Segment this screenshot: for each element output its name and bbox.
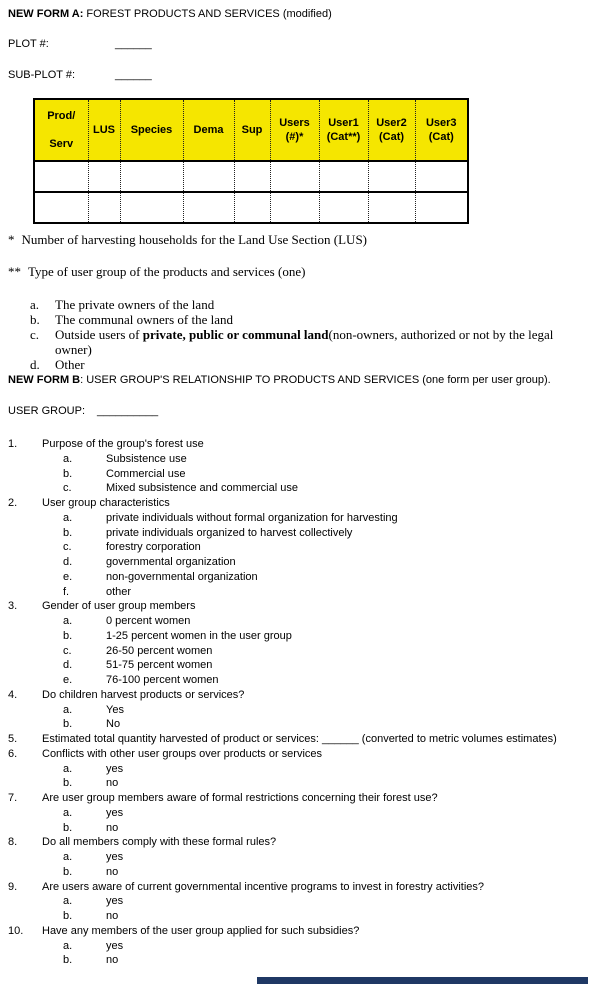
question-option bbox=[8, 511, 588, 526]
option-letter: e. bbox=[63, 570, 73, 583]
option-text: Mixed subsistence and commercial use bbox=[106, 482, 298, 495]
option-text: 26-50 percent women bbox=[106, 644, 213, 657]
form-b-title bbox=[8, 374, 588, 387]
question-text: Purpose of the group's forest use bbox=[42, 438, 204, 450]
question-option bbox=[8, 894, 588, 909]
list-item bbox=[8, 297, 574, 312]
question-text: Conflicts with other user groups over products or services bbox=[42, 747, 323, 760]
item-letter: c. bbox=[30, 327, 40, 342]
option-letter: b. bbox=[63, 467, 73, 480]
question-text: Do children harvest products or services? bbox=[42, 688, 245, 701]
option-letter: b. bbox=[63, 865, 73, 878]
question-option bbox=[8, 673, 588, 688]
option-letter: f. bbox=[63, 585, 70, 598]
question-number: 4. bbox=[8, 688, 18, 701]
user-group-row bbox=[8, 405, 588, 418]
table-cell bbox=[88, 161, 120, 192]
item-text bbox=[55, 327, 574, 357]
question-option bbox=[8, 703, 588, 718]
question bbox=[8, 924, 588, 939]
question-option bbox=[8, 821, 588, 836]
option-text: 0 percent women bbox=[106, 615, 191, 627]
question-number: 3. bbox=[8, 600, 18, 613]
option-letter: b. bbox=[63, 821, 73, 834]
option-text: no bbox=[106, 954, 119, 967]
header-species: Species bbox=[120, 99, 183, 161]
header-user3-cat: User3 (Cat) bbox=[415, 99, 468, 161]
table-cell bbox=[120, 161, 183, 192]
footnote-marker: ** bbox=[8, 264, 21, 279]
table-cell bbox=[34, 192, 88, 223]
question-option bbox=[8, 939, 588, 954]
question bbox=[8, 732, 588, 747]
table-cell bbox=[415, 192, 468, 223]
list-item bbox=[8, 327, 574, 357]
question-option bbox=[8, 717, 588, 732]
footnote-text: Type of user group of the products and services (one) bbox=[28, 264, 306, 279]
table-cell bbox=[319, 192, 368, 223]
item-letter: d. bbox=[30, 357, 40, 372]
question-option bbox=[8, 644, 588, 659]
footnote-marker: * bbox=[8, 232, 15, 247]
question-option bbox=[8, 526, 588, 541]
table-cell bbox=[183, 161, 234, 192]
question-option bbox=[8, 585, 588, 600]
option-text: yes bbox=[106, 895, 124, 908]
table-cell bbox=[270, 161, 319, 192]
bottom-accent-bar bbox=[257, 977, 588, 984]
plot-row bbox=[8, 38, 588, 51]
option-letter: a. bbox=[63, 762, 73, 775]
question-text: Have any members of the user group applied for such subsidies? bbox=[42, 924, 360, 937]
option-text: yes bbox=[106, 806, 124, 819]
option-text: Commercial use bbox=[106, 467, 186, 480]
option-text: governmental organization bbox=[106, 556, 236, 568]
item-text: Other bbox=[55, 357, 85, 372]
option-letter: a. bbox=[63, 452, 73, 465]
option-text: private individuals organized to harvest collectively bbox=[106, 526, 353, 539]
item-letter: b. bbox=[30, 312, 40, 327]
item-text-pre: Outside users of bbox=[55, 327, 143, 342]
form-a-title-rest: FOREST PRODUCTS AND SERVICES (modified) bbox=[83, 8, 332, 20]
question-option bbox=[8, 614, 588, 629]
question-option bbox=[8, 776, 588, 791]
form-a-title bbox=[8, 8, 588, 21]
question-option bbox=[8, 570, 588, 585]
option-letter: b. bbox=[63, 910, 73, 922]
question-number: 8. bbox=[8, 836, 18, 849]
option-text: no bbox=[106, 865, 119, 878]
option-text: Subsistence use bbox=[106, 452, 187, 465]
user-group-label: USER GROUP: bbox=[8, 405, 86, 417]
table-cell bbox=[270, 192, 319, 223]
table-cell bbox=[415, 161, 468, 192]
subplot-label: SUB-PLOT #: bbox=[8, 69, 76, 81]
question-option bbox=[8, 953, 588, 968]
question-text: Estimated total quantity harvested of product or services: ______ (converted to metric volumes estimates) bbox=[42, 733, 557, 745]
option-text: no bbox=[106, 910, 119, 922]
question-option bbox=[8, 555, 588, 570]
question-option bbox=[8, 467, 588, 482]
option-text: Yes bbox=[106, 703, 124, 716]
plot-label: PLOT #: bbox=[8, 38, 49, 50]
option-letter: b. bbox=[63, 954, 73, 967]
question bbox=[8, 496, 588, 511]
option-letter: a. bbox=[63, 895, 73, 908]
option-text: yes bbox=[106, 939, 124, 952]
question-option bbox=[8, 481, 588, 496]
question-option bbox=[8, 865, 588, 880]
plot-blank-line: ______ bbox=[115, 38, 152, 50]
option-text: 76-100 percent women bbox=[106, 674, 219, 686]
table-cell bbox=[319, 161, 368, 192]
question-text: User group characteristics bbox=[42, 497, 170, 509]
item-text-post: (non-owners, authorized or not by the legal owner) bbox=[55, 327, 554, 357]
option-text: non-governmental organization bbox=[106, 570, 258, 583]
question bbox=[8, 688, 588, 703]
option-letter: c. bbox=[63, 644, 72, 657]
question-option bbox=[8, 540, 588, 555]
table-cell bbox=[368, 192, 415, 223]
header-user2-cat: User2 (Cat) bbox=[368, 99, 415, 161]
header-sup: Sup bbox=[234, 99, 270, 161]
question bbox=[8, 747, 588, 762]
option-text: 1-25 percent women in the user group bbox=[106, 629, 292, 642]
question-number: 5. bbox=[8, 733, 18, 745]
question bbox=[8, 835, 588, 850]
table-cell bbox=[368, 161, 415, 192]
option-text: 51-75 percent women bbox=[106, 659, 213, 672]
question-list bbox=[8, 437, 588, 968]
option-letter: e. bbox=[63, 674, 73, 686]
option-letter: a. bbox=[63, 939, 73, 952]
question bbox=[8, 599, 588, 614]
question-number: 2. bbox=[8, 497, 18, 509]
question-number: 7. bbox=[8, 792, 18, 804]
question-option bbox=[8, 762, 588, 777]
table-row bbox=[34, 192, 468, 223]
header-lus: LUS bbox=[88, 99, 120, 161]
item-text: The communal owners of the land bbox=[55, 312, 233, 327]
header-user1-cat: User1 (Cat**) bbox=[319, 99, 368, 161]
question bbox=[8, 791, 588, 806]
table-header-row bbox=[34, 99, 468, 161]
form-a-title-bold: NEW FORM A: bbox=[8, 8, 84, 20]
option-letter: b. bbox=[63, 526, 73, 539]
item-text: The private owners of the land bbox=[55, 297, 215, 312]
option-letter: a. bbox=[63, 511, 73, 524]
item-text-bold: private, public or communal land bbox=[142, 327, 329, 342]
question-option bbox=[8, 658, 588, 673]
question-option bbox=[8, 850, 588, 865]
question-option bbox=[8, 806, 588, 821]
question-option bbox=[8, 909, 588, 924]
option-text: yes bbox=[106, 851, 124, 863]
table-cell bbox=[34, 161, 88, 192]
option-text: no bbox=[106, 821, 119, 834]
question-text: Do all members comply with these formal rules? bbox=[42, 836, 277, 849]
table-cell bbox=[234, 161, 270, 192]
option-text: no bbox=[106, 777, 119, 790]
option-letter: b. bbox=[63, 718, 73, 731]
item-letter: a. bbox=[30, 297, 40, 312]
option-letter: b. bbox=[63, 629, 73, 642]
form-b-title-rest: : USER GROUP'S RELATIONSHIP TO PRODUCTS AND SERVICES (one form per user group). bbox=[80, 374, 551, 386]
question bbox=[8, 880, 588, 895]
subplot-blank-line: ______ bbox=[115, 69, 152, 81]
option-letter: c. bbox=[63, 541, 72, 554]
question-option bbox=[8, 629, 588, 644]
question-number: 6. bbox=[8, 747, 18, 760]
option-letter: a. bbox=[63, 703, 73, 716]
question-text: Are user group members aware of formal restrictions concerning their forest use? bbox=[42, 792, 438, 804]
option-letter: b. bbox=[63, 777, 73, 790]
option-letter: a. bbox=[63, 806, 73, 819]
header-dema: Dema bbox=[183, 99, 234, 161]
question-number: 9. bbox=[8, 880, 18, 893]
option-letter: a. bbox=[63, 851, 73, 863]
option-letter: c. bbox=[63, 482, 72, 495]
option-text: other bbox=[106, 585, 132, 598]
list-item bbox=[8, 357, 574, 372]
option-letter: a. bbox=[63, 615, 73, 627]
question-number: 1. bbox=[8, 438, 18, 450]
option-text: forestry corporation bbox=[106, 541, 201, 554]
user-type-list bbox=[8, 297, 588, 372]
table-cell bbox=[234, 192, 270, 223]
table-row bbox=[34, 161, 468, 192]
question bbox=[8, 437, 588, 452]
footnote-text: Number of harvesting households for the Land Use Section (LUS) bbox=[21, 232, 368, 247]
option-letter: d. bbox=[63, 556, 73, 568]
question-option bbox=[8, 452, 588, 467]
option-text: private individuals without formal organization for harvesting bbox=[106, 511, 398, 524]
option-text: No bbox=[106, 718, 121, 731]
form-b-title-bold: NEW FORM B bbox=[8, 374, 81, 386]
products-services-table bbox=[33, 98, 469, 224]
table-cell bbox=[183, 192, 234, 223]
list-item bbox=[8, 312, 574, 327]
footnote-user-type bbox=[8, 264, 588, 279]
user-group-blank-line: __________ bbox=[97, 405, 159, 417]
header-prod-serv: Prod/ Serv bbox=[34, 99, 88, 161]
footnote-users bbox=[8, 232, 588, 247]
table-cell bbox=[120, 192, 183, 223]
header-users-count: Users (#)* bbox=[270, 99, 319, 161]
option-text: yes bbox=[106, 762, 124, 775]
question-number: 10. bbox=[8, 924, 24, 937]
subplot-row bbox=[8, 69, 588, 82]
question-text: Gender of user group members bbox=[42, 600, 196, 613]
table-cell bbox=[88, 192, 120, 223]
option-letter: d. bbox=[63, 659, 73, 672]
question-text: Are users aware of current governmental incentive programs to invest in forestry activities? bbox=[42, 880, 485, 893]
